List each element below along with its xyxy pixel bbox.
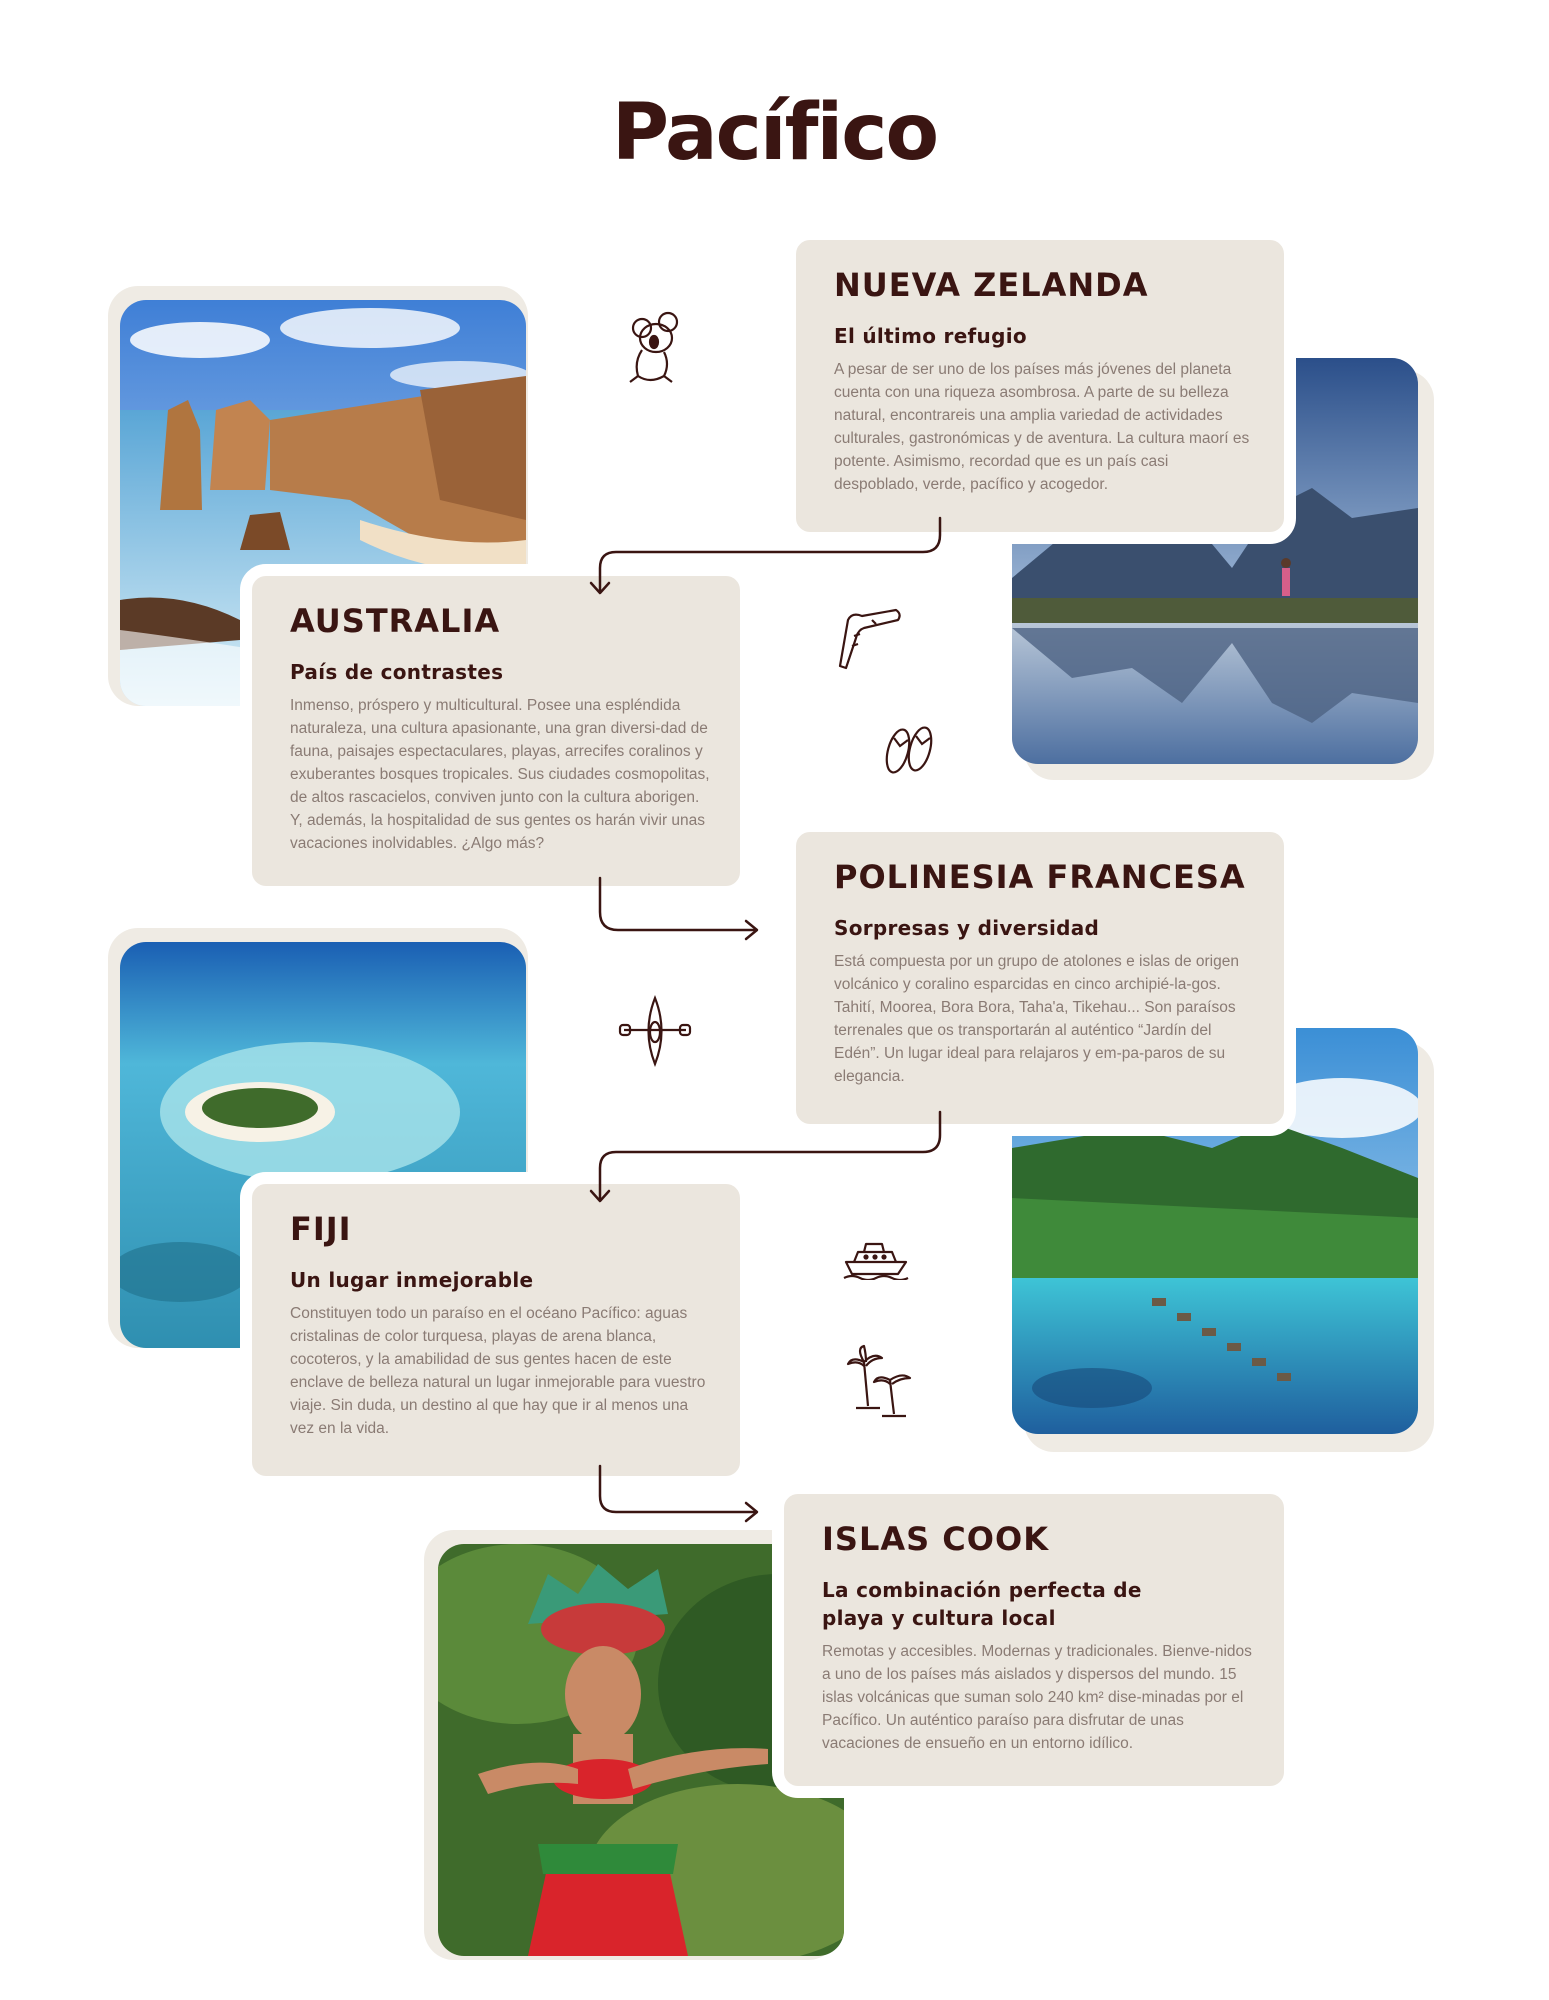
destination-subtitle: Un lugar inmejorable (290, 1268, 534, 1292)
page-title: Pacífico (611, 88, 938, 178)
destination-description: Está compuesta por un grupo de atolones e islas de origen volcánico y coralino esparcidas en cinco archipié-la-gos. Tahití, Moorea, Bora Bora, Taha'a, Tikehau... Son paraísos terrenales que os transportarán al auténtico “Jardín del Edén”. Un lugar ideal para relajaros y em-pa-paros de su elegancia. (834, 953, 1239, 1085)
arrow-australia-to-polinesia (600, 878, 756, 930)
arrow-nz-to-australia (600, 518, 940, 592)
destination-subtitle: Sorpresas y diversidad (834, 916, 1100, 940)
cruise-ship-icon (842, 1236, 910, 1285)
flip-flops-icon (880, 724, 940, 783)
destination-subtitle: País de contrastes (290, 660, 504, 684)
arrow-fiji-to-cook (600, 1466, 756, 1512)
destination-name: FIJI (290, 1210, 352, 1248)
destination-name: AUSTRALIA (290, 602, 501, 640)
arrow-polinesia-to-fiji (600, 1112, 940, 1200)
destination-subtitle: El último refugio (834, 324, 1027, 348)
palm-trees-icon (846, 1344, 914, 1425)
destination-name: ISLAS COOK (822, 1520, 1049, 1558)
destination-description: Remotas y accesibles. Modernas y tradicionales. Bienve-nidos a uno de los países más aislados y dispersos del mundo. 15 islas volcánicas que suman solo 240 km² dise-minadas por el Pacífico. Un auténtico paraíso para disfrutar de unas vacaciones de ensueño en un entorno idílico. (822, 1643, 1252, 1752)
destination-name: NUEVA ZELANDA (834, 266, 1149, 304)
destination-subtitle: La combinación perfecta de playa y cultura local (822, 1578, 1142, 1630)
koala-icon (620, 310, 690, 391)
destination-name: POLINESIA FRANCESA (834, 858, 1246, 896)
destination-description: Inmenso, próspero y multicultural. Posee una espléndida naturaleza, una cultura apasionante, una gran diversi-dad de fauna, paisajes espectaculares, playas, arrecifes coralinos y exuberantes bosques tropicales. Sus ciudades cosmopolitas, de altos rascacielos, conviven junto con la cultura aborigen. Y, además, la hospitalidad de sus gentes os harán vivir unas vacaciones inolvidables. ¿Algo más? (290, 697, 710, 852)
destination-description: Constituyen todo un paraíso en el océano Pacífico: aguas cristalinas de color turquesa, playas de arena blanca, cocoteros, y la amabilidad de sus gentes hacen de este enclave de belleza natural un lugar inmejorable para vuestro viaje. Sin duda, un destino al que hay que ir al menos una vez en la vida. (290, 1305, 706, 1437)
kayak-icon (618, 994, 692, 1073)
boomerang-icon (832, 606, 904, 675)
destination-description: A pesar de ser uno de los países más jóvenes del planeta cuenta con una riqueza asombrosa. A parte de su belleza natural, encontrareis una amplia variedad de actividades culturales, gastronómicas y de aventura. La cultura maorí es potente. Asimismo, recordad que es un país casi despoblado, verde, pacífico y acogedor. (834, 361, 1250, 493)
